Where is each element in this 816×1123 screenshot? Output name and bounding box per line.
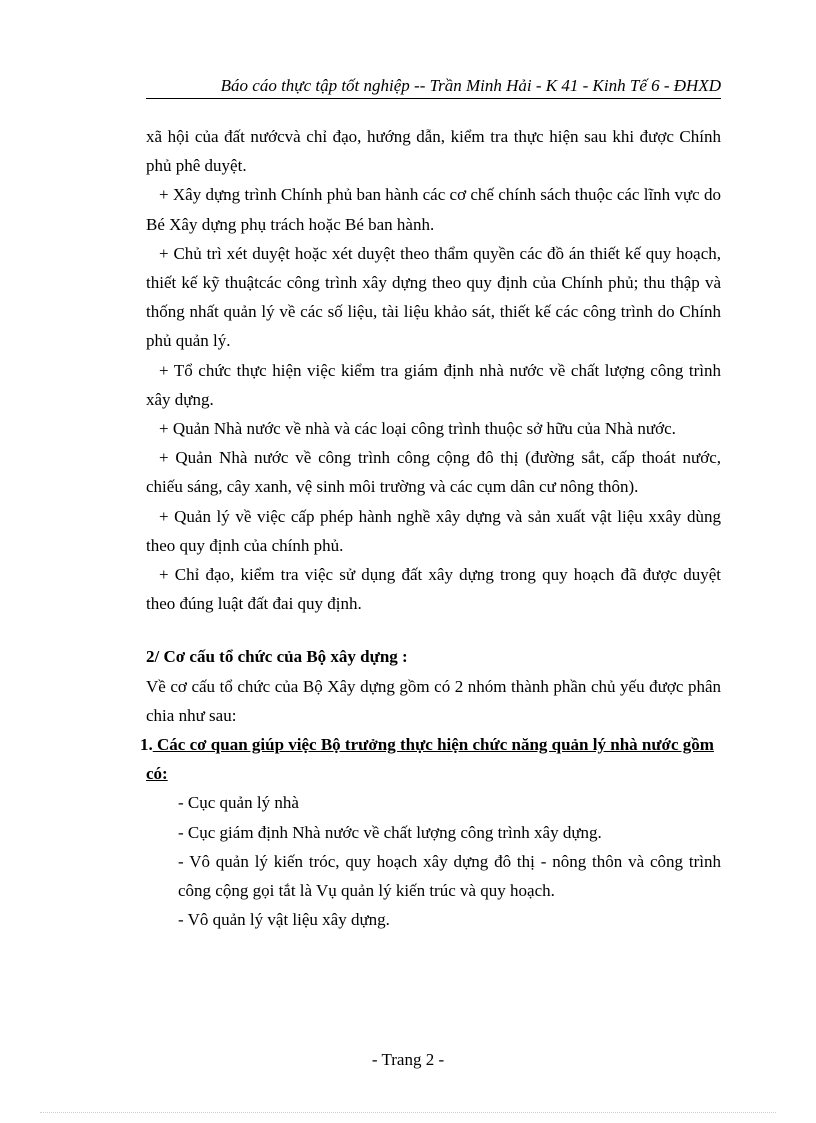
paragraph: xã hội của đất nướcvà chỉ đạo, hướng dẫn, kiểm tra thực hiện sau khi được Chính phủ phê duyệt.: [146, 127, 721, 176]
list-item: - Cục giám định Nhà nước về chất lượng công trình xây dựng.: [178, 822, 602, 842]
subheading-number: 1.: [140, 735, 153, 755]
page-number: - Trang 2 -: [371, 1050, 445, 1069]
header-text: Báo cáo thực tập tốt nghiệp -- Trần Minh Hải - K 41 - Kinh Tế 6 - ĐHXD: [220, 76, 721, 95]
paragraph: + Xây dựng trình Chính phủ ban hành các cơ chế chính sách thuộc các lĩnh vực do Bé Xây dựng phụ trách hoặc Bé ban hành.: [146, 185, 721, 234]
paragraph: + Quản Nhà nước về nhà và các loại công trình thuộc sở hữu của Nhà nước.: [159, 419, 676, 439]
document-body: [140, 122, 721, 934]
section-intro: Về cơ cấu tổ chức của Bộ Xây dựng gồm có 2 nhóm thành phần chủ yếu được phân chia như sau:: [146, 676, 721, 725]
subheading: [140, 730, 721, 788]
paragraph: + Quản Nhà nước về công trình công cộng đô thị (đường sắt, cấp thoát nước, chiếu sáng, cây xanh, vệ sinh môi trường và các cụm dân cư nông thôn).: [146, 448, 721, 497]
section-title: 2/ Cơ cấu tổ chức của Bộ xây dựng :: [146, 647, 408, 667]
page-bottom-divider: [40, 1112, 776, 1113]
paragraph: + Chủ trì xét duyệt hoặc xét duyệt theo thẩm quyền các đồ án thiết kế quy hoạch, thiết kế kỹ thuậtcác công trình xây dựng theo quy định của Chính phủ; thu thập và thống nhất quản lý về các số liệu, tài liệu khảo sát, thiết kế các công trình do Chính phủ quản lý.: [146, 243, 721, 351]
page-header: [146, 76, 721, 99]
paragraph: + Tổ chức thực hiện việc kiểm tra giám định nhà nước về chất lượng công trình xây dựng.: [146, 360, 721, 409]
list-item: - Cục quản lý nhà: [178, 793, 299, 813]
paragraph: + Chỉ đạo, kiểm tra việc sử dụng đất xây dựng trong quy hoạch đã được duyệt theo đúng luật đất đai quy định.: [146, 565, 721, 614]
list-item: - Vô quản lý kiến tróc, quy hoạch xây dựng đô thị - nông thôn và công trình công cộng gọi tắt là Vụ quản lý kiến trúc và quy hoạch.: [178, 851, 721, 901]
subheading-text: Các cơ quan giúp việc Bộ trưởng thực hiện chức năng quản lý nhà nước gồm có:: [146, 735, 714, 784]
list-item: - Vô quản lý vật liệu xây dựng.: [178, 910, 390, 930]
paragraph: + Quản lý về việc cấp phép hành nghề xây dựng và sản xuất vật liệu xxây dùng theo quy định của chính phủ.: [146, 506, 721, 555]
